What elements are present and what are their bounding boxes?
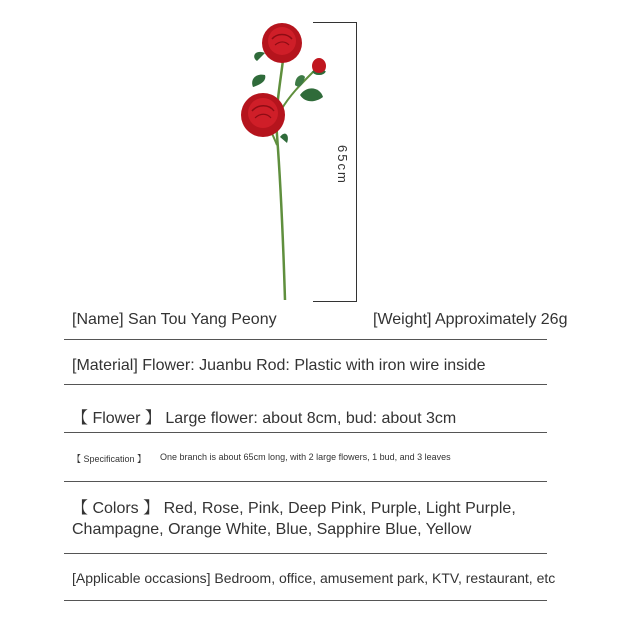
flower-size: 【 Flower 】 Large flower: about 8cm, bud: about 3cm: [72, 410, 457, 427]
divider: [64, 432, 547, 433]
colors-line-2: Champagne, Orange White, Blue, Sapphire Blue, Yellow: [72, 521, 472, 538]
divider: [64, 384, 547, 385]
applicable-occasions: [Applicable occasions] Bedroom, office, amusement park, KTV, restaurant, etc: [72, 570, 556, 586]
colors-line-1: 【 Colors 】 Red, Rose, Pink, Deep Pink, Purple, Light Purple,: [72, 500, 516, 517]
product-name: [Name] San Tou Yang Peony: [72, 311, 277, 328]
specification-detail: One branch is about 65cm long, with 2 large flowers, 1 bud, and 3 leaves: [160, 452, 451, 462]
divider: [64, 481, 547, 482]
divider: [64, 339, 547, 340]
product-weight: [Weight] Approximately 26g: [373, 311, 568, 328]
divider: [64, 553, 547, 554]
product-material: [Material] Flower: Juanbu Rod: Plastic with iron wire inside: [72, 357, 486, 374]
height-dimension-label: 65cm: [335, 145, 350, 185]
divider: [64, 600, 547, 601]
specification-label: 【 Specification 】: [72, 454, 147, 464]
